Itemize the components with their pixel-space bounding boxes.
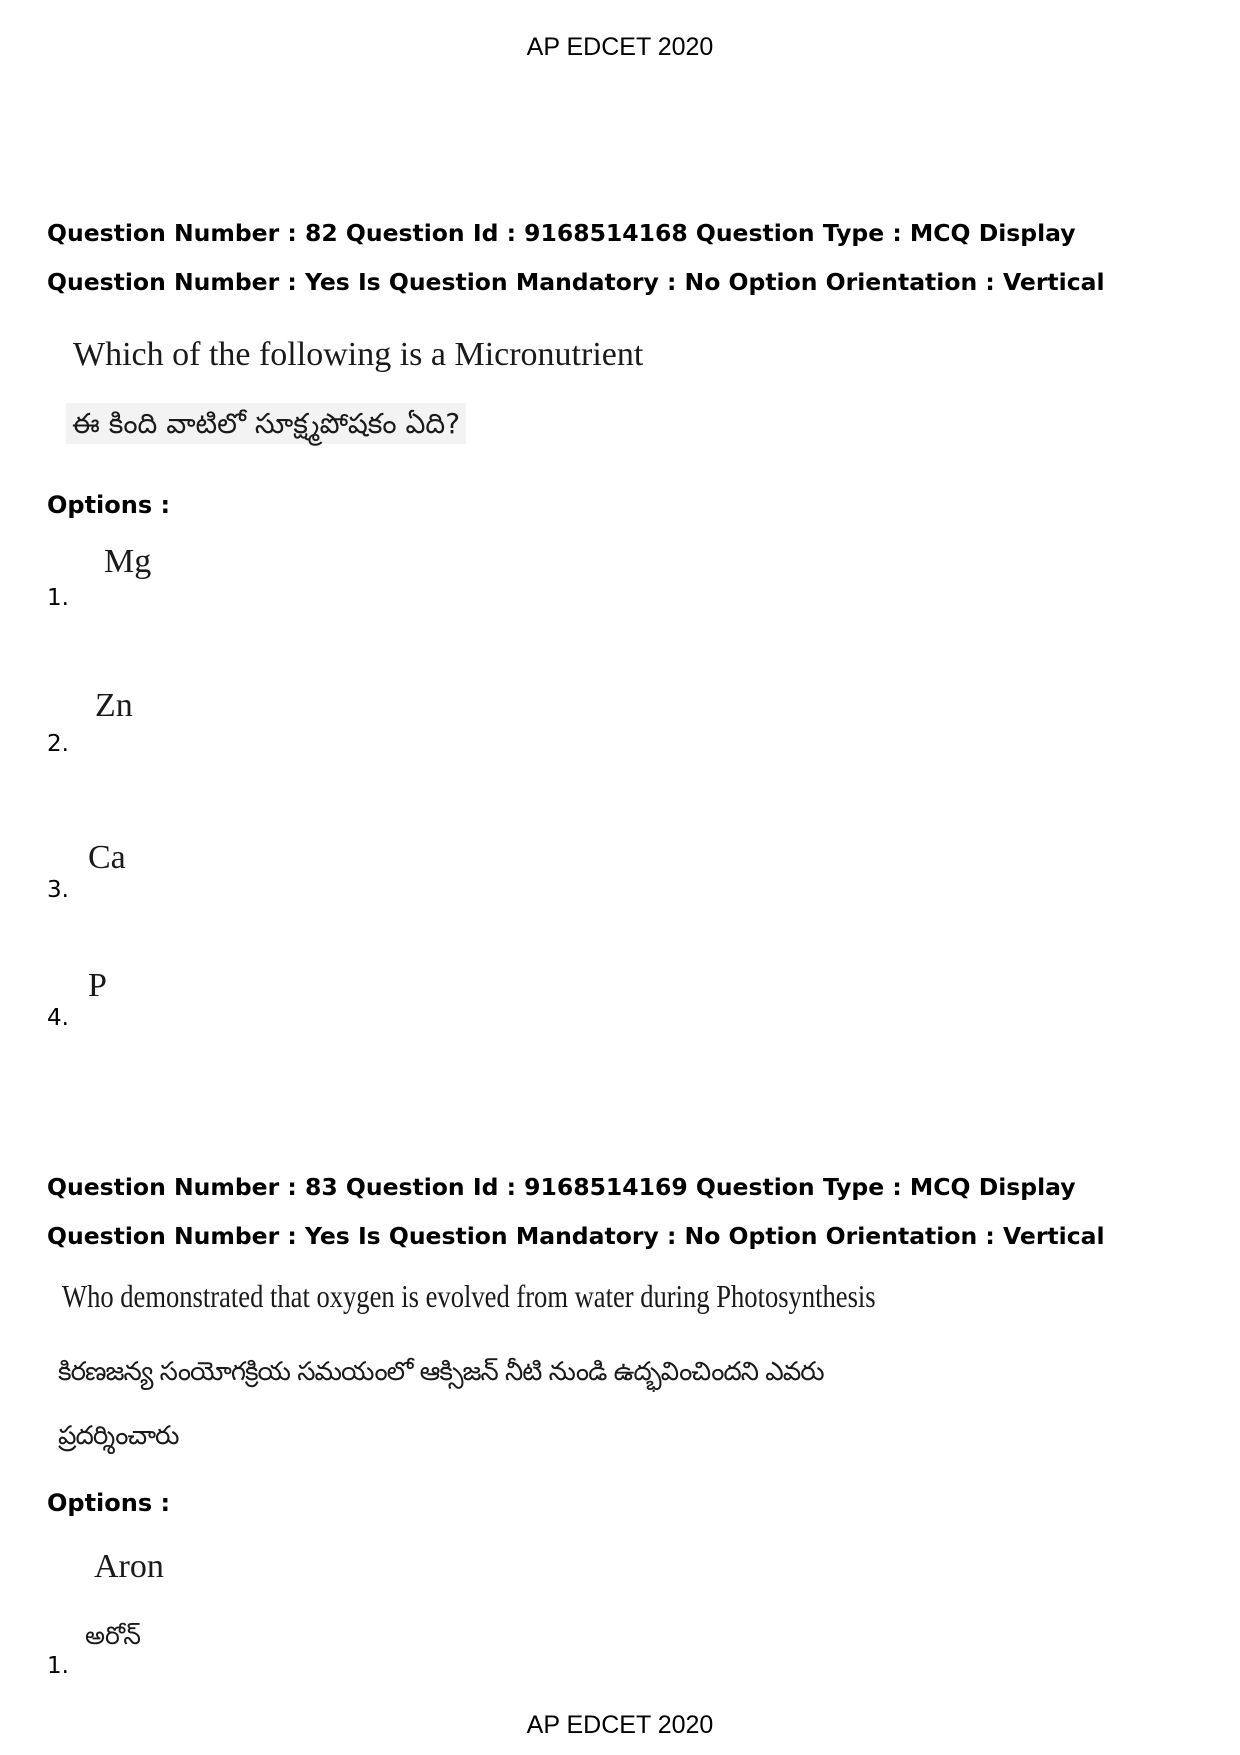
question-text-telugu-line2: ప్రదర్శించారు [58,1421,179,1451]
option-number: 2. [47,731,69,757]
question-meta: Question Number : 82 Question Id : 9168514168 Question Type : MCQ Display Question Number : Yes Is Question Mandatory : No Option Orientation : Vertical [47,219,1105,296]
option-value[interactable]: P [88,967,107,1004]
option-value-telugu[interactable]: అరోన్ [85,1621,141,1650]
option-value[interactable]: Ca [88,839,126,876]
question-text-telugu [66,407,466,447]
question-text-english: Who demonstrated that oxygen is evolved from water during Photosynthesis [62,1278,876,1314]
page-header: AP EDCET 2020 [526,33,714,61]
option-value[interactable]: Mg [104,543,152,580]
option-number: 4. [47,1005,69,1031]
page-footer: AP EDCET 2020 [526,1711,714,1739]
question-text-telugu-value: ఈ కింది వాటిలో సూక్ష్మపోషకం ఏది? [66,403,466,444]
question-text-telugu-line1: కిరణజన్య సంయోగక్రియ సమయంలో ఆక్సిజన్ నీటి నుండి ఉద్భవించిందని ఎవరు [58,1357,824,1387]
option-value[interactable]: Zn [95,687,133,724]
question-text-english: Which of the following is a Micronutrient [73,336,644,373]
option-number: 3. [47,877,69,903]
options-label: Options : [47,1489,171,1517]
option-number: 1. [47,585,69,611]
options-label: Options : [47,491,171,519]
option-value[interactable]: Aron [94,1548,164,1585]
option-number: 1. [47,1653,69,1679]
question-meta: Question Number : 83 Question Id : 9168514169 Question Type : MCQ Display Question Number : Yes Is Question Mandatory : No Option Orientation : Vertical [47,1173,1105,1250]
